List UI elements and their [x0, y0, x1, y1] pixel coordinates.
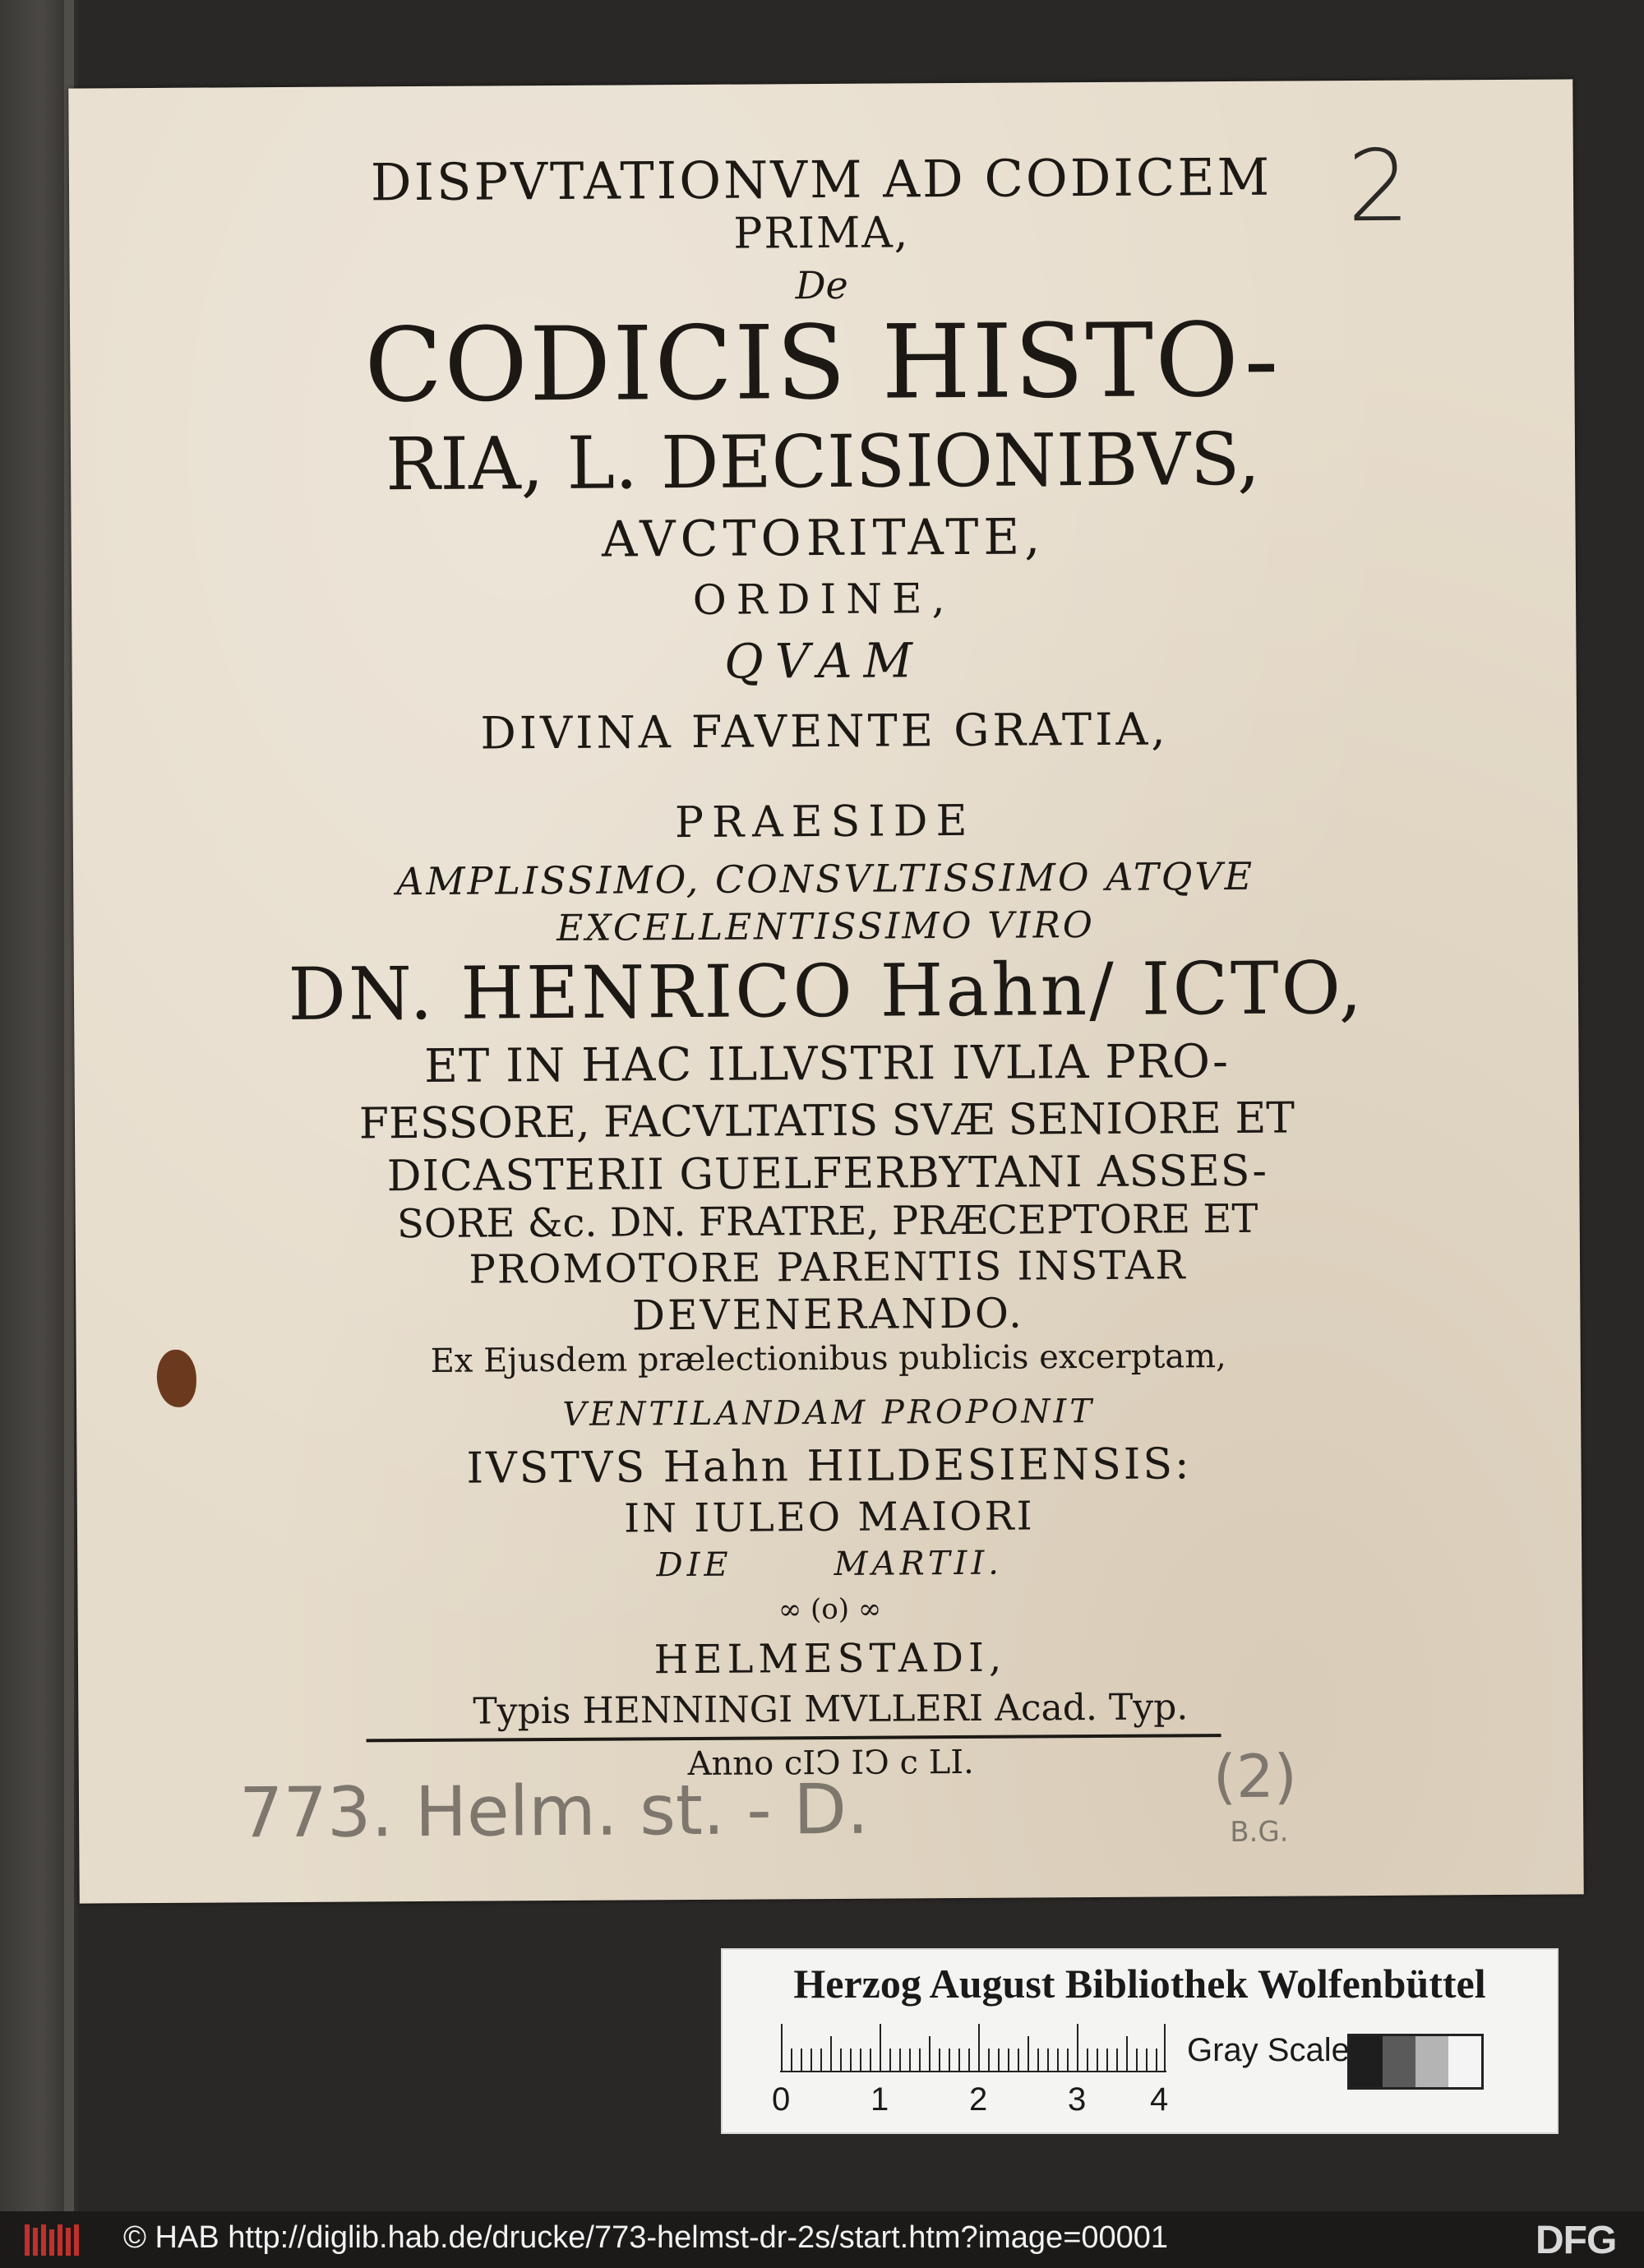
gray-patch-2: [1383, 2036, 1415, 2087]
title-line-3: De: [795, 262, 848, 308]
title-line-4: CODICIS HISTO-: [363, 301, 1281, 426]
title-line-17: SORE &c. DN. FRATRE, PRÆCEPTORE ET: [396, 1195, 1258, 1248]
ruler-number-3: 3: [1068, 2081, 1087, 2118]
title-line-12: EXCELLENTISSIMO VIRO: [556, 904, 1095, 950]
ruler-number-0: 0: [772, 2081, 791, 2118]
title-line-19: DEVENERANDO.: [631, 1289, 1025, 1340]
handwritten-corner-number: 2: [1346, 129, 1411, 245]
imprint-place: HELMESTADI,: [653, 1634, 1007, 1684]
title-line-6: AVCTORITATE,: [601, 508, 1046, 569]
title-page: [68, 79, 1583, 1903]
imprint-printer: Typis HENNINGI MVLLERI Acad. Typ.: [473, 1686, 1189, 1733]
gray-patch-1: [1350, 2036, 1383, 2087]
gray-patch-4: [1448, 2036, 1481, 2087]
gray-scale-label: Gray Scale: [1187, 2032, 1350, 2068]
ruler-number-2: 2: [969, 2081, 988, 2118]
title-line-1: DISPVTATIONVM AD CODICEM: [370, 146, 1272, 213]
imprint-rule: [367, 1734, 1221, 1742]
title-line-8: QVAM: [723, 632, 925, 690]
hab-logo-icon: [23, 2221, 113, 2259]
title-line-11: AMPLISSIMO, CONSVLTISSIMO ATQVE: [396, 853, 1255, 904]
title-line-20: Ex Ejusdem prælectionibus publicis excerptam,: [430, 1337, 1226, 1380]
title-line-16: DICASTERII GUELFERBYTANI ASSES-: [386, 1146, 1268, 1202]
handwritten-shelfmark: 773. Helm. st. - D.: [238, 1768, 870, 1854]
ruler-scale: [780, 2024, 1166, 2073]
ornament: ∞ (o) ∞: [778, 1592, 882, 1627]
imprint-year: Anno cIↃ IↃ c LI.: [687, 1743, 974, 1784]
gray-patch-3: [1415, 2036, 1448, 2087]
dfg-logo: DFG: [1535, 2219, 1617, 2262]
institution-name: Herzog August Bibliothek Wolfenbüttel: [793, 1961, 1486, 2007]
footer-url[interactable]: © HAB http://diglib.hab.de/drucke/773-helmst-dr-2s/start.htm?image=00001: [123, 2220, 1169, 2255]
title-line-14: ET IN HAC ILLVSTRI IVLIA PRO-: [423, 1035, 1230, 1093]
gray-scale-patches: [1347, 2034, 1484, 2090]
title-line-13: DN. HENRICO Hahn/ ICTO,: [288, 945, 1365, 1037]
title-line-24: DIE MARTII.: [656, 1544, 1004, 1585]
handwritten-number-paren: (2): [1212, 1741, 1298, 1812]
title-line-7: ORDINE,: [692, 575, 955, 624]
color-calibration-card: [721, 1948, 1559, 2134]
ruler-number-4: 4: [1150, 2081, 1169, 2118]
title-line-21: VENTILANDAM PROPONIT: [562, 1393, 1096, 1434]
title-line-10: PRAESIDE: [674, 796, 976, 848]
title-line-5: RIA, L. DECISIONIBVS,: [385, 416, 1261, 507]
title-line-2: PRIMA,: [733, 208, 910, 259]
title-line-15: FESSORE, FACVLTATIS SVÆ SENIORE ET: [358, 1093, 1295, 1149]
title-line-23: IN IULEO MAIORI: [624, 1493, 1035, 1542]
handwritten-initials: B.G.: [1230, 1815, 1289, 1850]
title-line-9: DIVINA FAVENTE GRATIA,: [480, 703, 1169, 760]
title-line-18: PROMOTORE PARENTIS INSTAR: [469, 1242, 1187, 1293]
ruler-number-1: 1: [870, 2081, 889, 2118]
title-line-22: IVSTVS Hahn HILDESIENSIS:: [466, 1439, 1192, 1494]
